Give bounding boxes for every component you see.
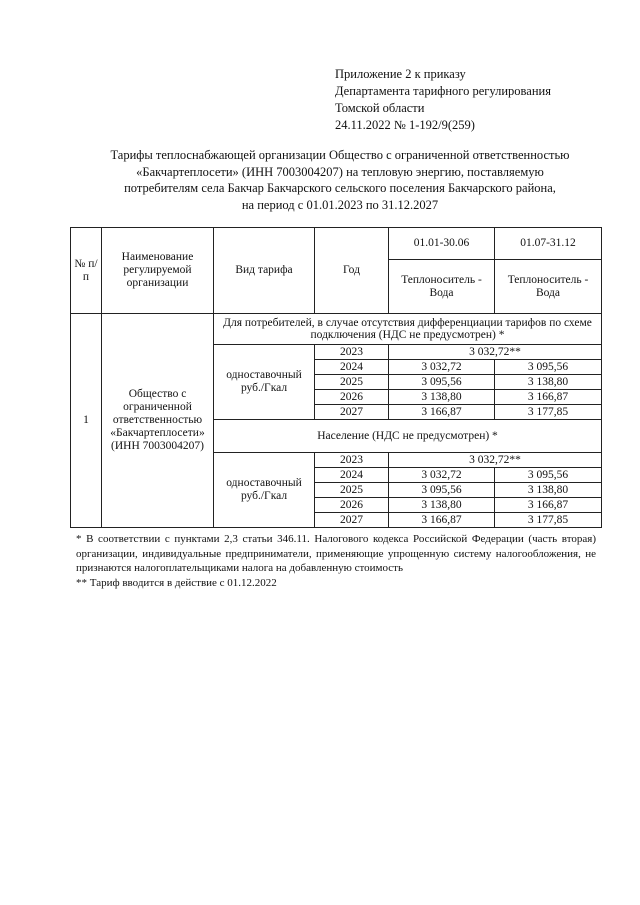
value-cell: 3 095,56 (495, 360, 602, 375)
header-period-2: 01.07-31.12 (495, 228, 602, 260)
value-cell: 3 166,87 (389, 405, 495, 420)
value-cell: 3 166,87 (495, 390, 602, 405)
appendix-line: Томской области (335, 101, 425, 115)
value-cell: 3 095,56 (389, 483, 495, 498)
value-cell: 3 138,80 (495, 375, 602, 390)
table-header-row (71, 228, 602, 260)
document-title (60, 147, 620, 213)
year-cell: 2023 (315, 345, 389, 360)
tariff-type: одноставочный руб./Гкал (214, 345, 315, 420)
appendix-date-number: 24.11.2022 № 1-192/9(259) (335, 118, 475, 132)
value-cell: 3 032,72 (389, 360, 495, 375)
row-number: 1 (71, 314, 102, 528)
year-cell: 2025 (315, 483, 389, 498)
header-organization: Наименование регулируемой организации (102, 228, 214, 314)
year-cell: 2025 (315, 375, 389, 390)
header-tariff-type: Вид тарифа (214, 228, 315, 314)
group-header-row (71, 314, 602, 345)
value-cell: 3 032,72 (389, 468, 495, 483)
header-year: Год (315, 228, 389, 314)
value-cell: 3 177,85 (495, 513, 602, 528)
appendix-line: Приложение 2 к приказу (335, 67, 466, 81)
footnotes (76, 532, 596, 590)
value-cell: 3 095,56 (389, 375, 495, 390)
appendix-line: Департамента тарифного регулирования (335, 84, 551, 98)
year-cell: 2024 (315, 468, 389, 483)
value-cell: 3 138,80 (389, 498, 495, 513)
year-cell: 2026 (315, 390, 389, 405)
value-cell: 3 095,56 (495, 468, 602, 483)
year-cell: 2027 (315, 513, 389, 528)
header-number: № п/п (71, 228, 102, 314)
organization-name: Общество с ограниченной ответственностью «Бакчартеплосети» (ИНН 7003004207) (102, 314, 214, 528)
value-cell: 3 032,72** (389, 453, 602, 468)
value-cell: 3 166,87 (389, 513, 495, 528)
consumer-group-label: Для потребителей, в случае отсутствия дифференциации тарифов по схеме подключения (НДС не предусмотрен) * (214, 314, 602, 345)
tariff-table (70, 227, 602, 528)
header-carrier-1: Теплоноситель - Вода (389, 260, 495, 314)
title-line: «Бакчартеплосети» (ИНН 7003004207) на тепловую энергию, поставляемую (136, 164, 544, 179)
year-cell: 2027 (315, 405, 389, 420)
tariff-type: одноставочный руб./Гкал (214, 453, 315, 528)
value-cell: 3 138,80 (495, 483, 602, 498)
year-cell: 2026 (315, 498, 389, 513)
year-cell: 2024 (315, 360, 389, 375)
header-carrier-2: Теплоноситель - Вода (495, 260, 602, 314)
value-cell: 3 138,80 (389, 390, 495, 405)
title-line: потребителям села Бакчар Бакчарского сельского поселения Бакчарского района, (124, 181, 556, 195)
consumer-group-label: Население (НДС не предусмотрен) * (214, 420, 602, 453)
value-cell: 3 032,72** (389, 345, 602, 360)
appendix-header (335, 66, 551, 134)
value-cell: 3 177,85 (495, 405, 602, 420)
footnote-vat: * В соответствии с пунктами 2,3 статьи 346.11. Налогового кодекса Российской Федерации (часть вторая) организации, индивидуальные предприниматели, применяющие упрощенную систему налогообложения, не признаются налогоплательщиками налога на добавленную стоимость (76, 533, 596, 574)
value-cell: 3 166,87 (495, 498, 602, 513)
footnote-effective-date: ** Тариф вводится в действие с 01.12.2022 (76, 576, 277, 589)
header-period-1: 01.01-30.06 (389, 228, 495, 260)
title-line: Тарифы теплоснабжающей организации Общество с ограниченной ответственностью (110, 148, 570, 162)
title-line: на период с 01.01.2023 по 31.12.2027 (241, 197, 439, 212)
year-cell: 2023 (315, 453, 389, 468)
